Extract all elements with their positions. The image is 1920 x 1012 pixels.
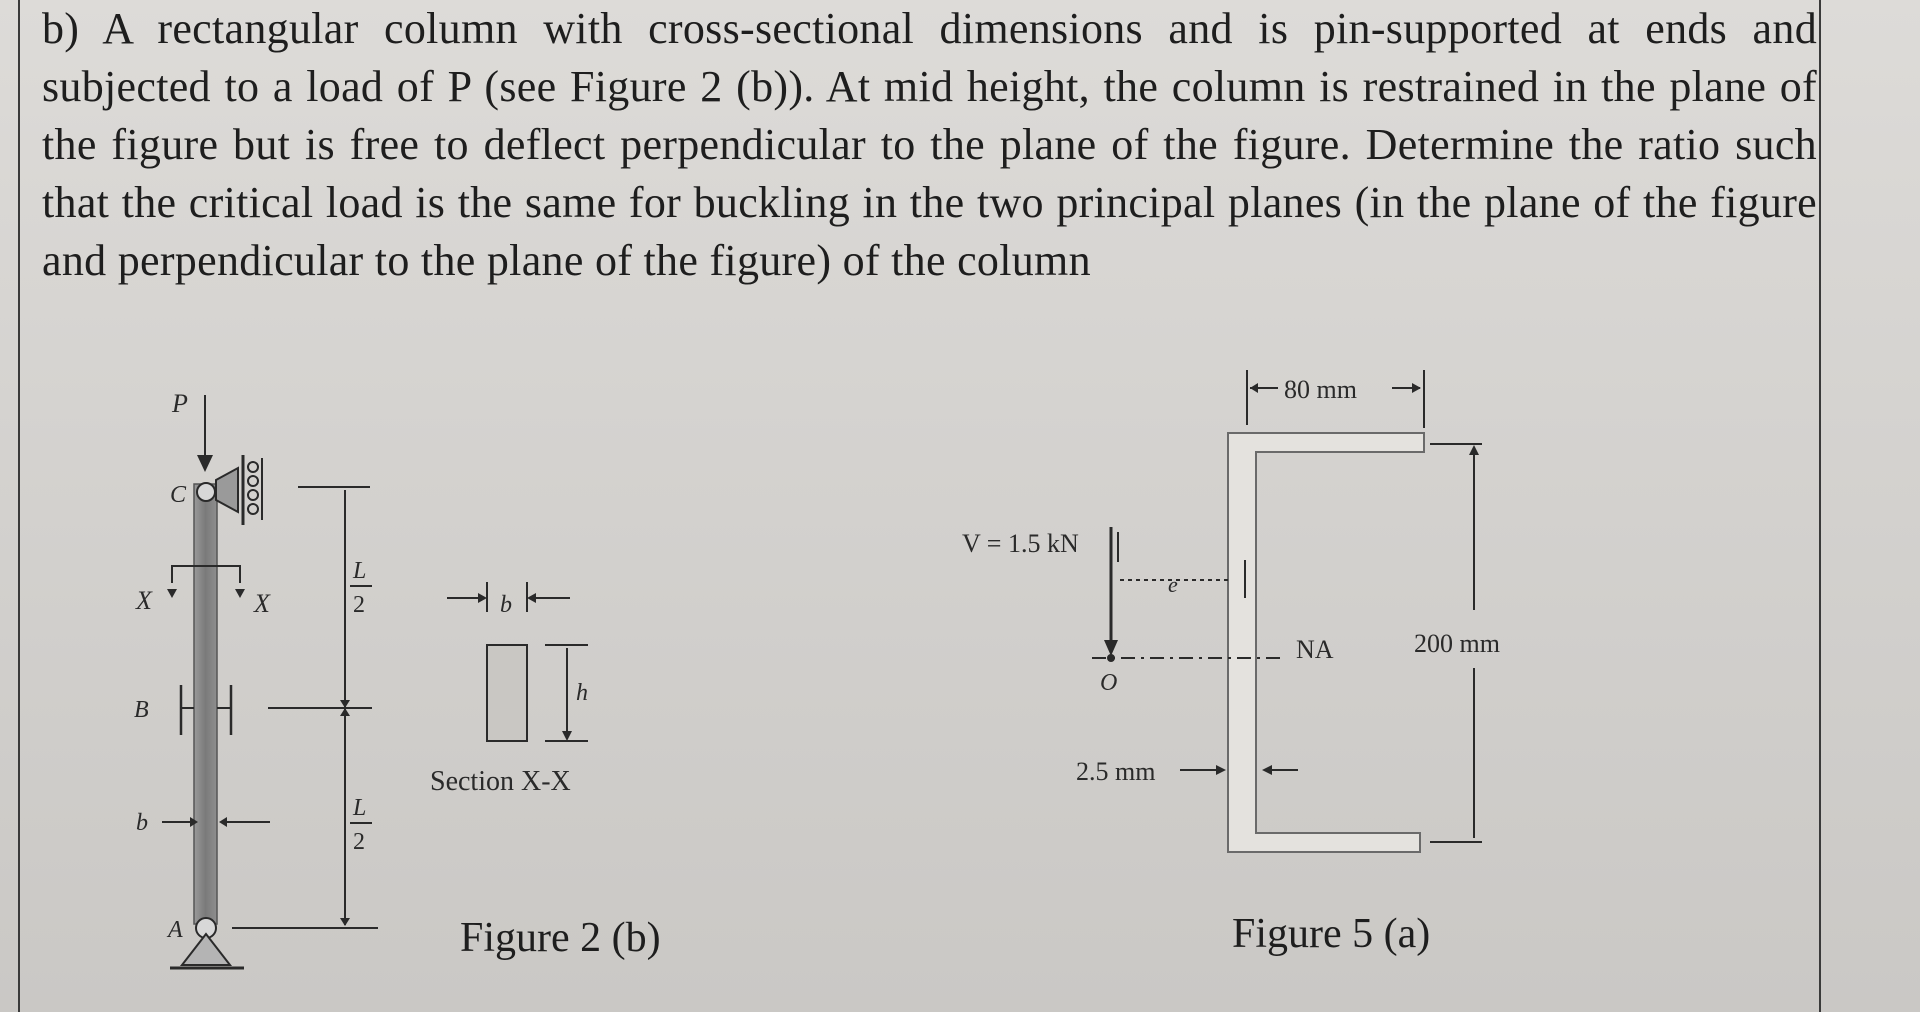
section-b-head-right bbox=[527, 593, 536, 603]
origin-label: O bbox=[1100, 670, 1118, 696]
load-label-p: P bbox=[172, 389, 188, 418]
section-h-head bbox=[562, 731, 572, 741]
section-label-x-left: X bbox=[136, 586, 152, 615]
top-roller-1 bbox=[248, 462, 258, 472]
problem-statement: b) A rectangular column with cross-sectional dimensions and is pin-supported at ends and subjected to a load of P (see Figure 2 (b)). At mid height, the column is restrained in the plane of the figure but is free to deflect perpendicular to the plane of the figure. Determine the ratio such that the critical load is the same for buckling in the two principal planes (in the plane of the figure and perpendicular to the plane of the figure) of the column bbox=[42, 4, 1817, 285]
point-label-a: A bbox=[168, 917, 183, 943]
width-label: 80 mm bbox=[1284, 375, 1357, 404]
thickness-head-left bbox=[1216, 765, 1226, 775]
section-b-head-left bbox=[478, 593, 487, 603]
height-label: 200 mm bbox=[1414, 629, 1500, 658]
point-label-b: B bbox=[134, 697, 149, 723]
shear-arrow-head bbox=[1104, 640, 1118, 656]
dim-head-bottom bbox=[340, 918, 350, 926]
top-guide-bracket bbox=[216, 468, 238, 512]
figure-2b-diagram bbox=[162, 395, 588, 968]
shear-center-point bbox=[1108, 655, 1114, 661]
top-roller-2 bbox=[248, 476, 258, 486]
height-head-top bbox=[1469, 445, 1479, 455]
bottom-support-triangle bbox=[182, 934, 230, 965]
half-bottom-denominator: 2 bbox=[353, 829, 365, 855]
top-roller-4 bbox=[248, 504, 258, 514]
half-top-denominator: 2 bbox=[353, 592, 365, 618]
section-dimension-b: b bbox=[500, 592, 512, 618]
half-bottom-numerator: L bbox=[353, 795, 367, 821]
section-title: Section X-X bbox=[430, 766, 571, 797]
width-head-left bbox=[1250, 383, 1258, 393]
width-label-b: b bbox=[136, 810, 148, 836]
dim-head-mid-down bbox=[340, 700, 350, 708]
neutral-axis-label: NA bbox=[1296, 635, 1334, 664]
eccentricity-label: e bbox=[1168, 572, 1178, 597]
figure-2b-caption: Figure 2 (b) bbox=[460, 915, 661, 961]
column-body bbox=[194, 484, 217, 924]
width-head-right bbox=[1412, 383, 1421, 393]
point-label-c: C bbox=[170, 482, 187, 508]
half-top-numerator: L bbox=[353, 558, 367, 584]
thickness-head-right bbox=[1262, 765, 1272, 775]
top-roller-3 bbox=[248, 490, 258, 500]
shear-label: V = 1.5 kN bbox=[962, 529, 1079, 558]
thickness-label: 2.5 mm bbox=[1076, 757, 1156, 786]
section-cut-arrow-left bbox=[167, 589, 177, 598]
figure-5a-caption: Figure 5 (a) bbox=[1232, 911, 1431, 957]
section-label-x-right: X bbox=[254, 589, 270, 618]
b-dim-head-right bbox=[219, 817, 227, 827]
section-dimension-h: h bbox=[576, 680, 588, 706]
load-arrow-head bbox=[197, 455, 213, 472]
cross-section-rect bbox=[487, 645, 527, 741]
top-pin-c bbox=[197, 483, 215, 501]
section-cut-arrow-right bbox=[235, 589, 245, 598]
dim-head-mid-up bbox=[340, 708, 350, 716]
